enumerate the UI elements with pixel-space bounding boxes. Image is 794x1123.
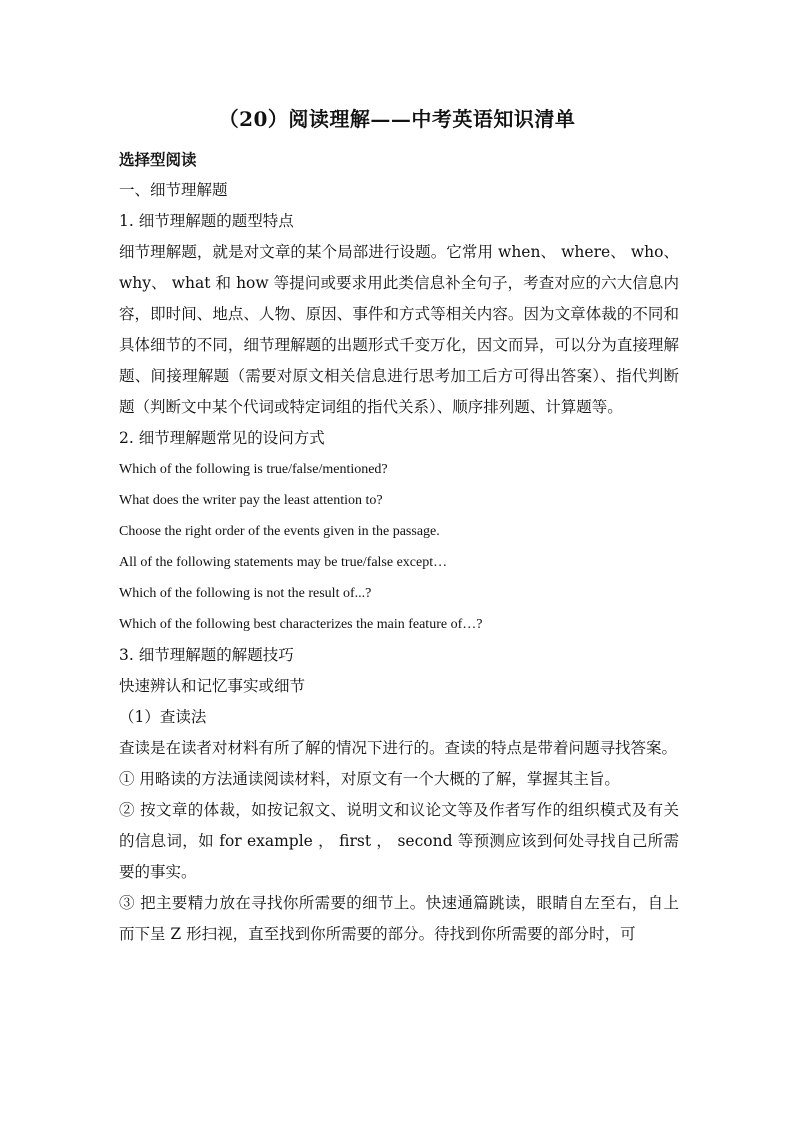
question-item: Which of the following best characterizes the main feature of…?	[119, 617, 483, 632]
question-item: All of the following statements may be true/false except…	[119, 555, 448, 570]
tip-line: 快速辨认和记忆事实或细节	[119, 677, 306, 695]
paragraph-1: 细节理解题，就是对文章的某个局部进行设题。它常用 when、 where、 who、why、 what 和 how 等提问或要求用此类信息补全句子，考查对应的六大信息内容，即时间、地点、人物、原因、事件和方式等相关内容。因为文章体裁的不同和具体细节的不同，细节理解题的出题形式千变万化，因文而异，可以分为直接理解题、间接理解题（需要对原文相关信息进行思考加工后方可得出答案）、指代判断题（判断文中某个代词或特定词组的指代关系）、顺序排列题、计算题等。	[119, 243, 679, 416]
subsection-heading-3: 3. 细节理解题的解题技巧	[119, 646, 294, 664]
question-item: Which of the following is true/false/mentioned?	[119, 462, 388, 477]
section-heading: 一、细节理解题	[119, 181, 228, 199]
heading-selection-reading: 选择型阅读	[119, 150, 197, 169]
step-3: ③ 把主要精力放在寻找你所需要的细节上。快速通篇跳读，眼睛自左至右，自上而下呈 Z 形扫视，直至找到你所需要的部分。待找到你所需要的部分时，可	[119, 894, 679, 943]
subsection-heading-1: 1. 细节理解题的题型特点	[119, 212, 294, 230]
page-title: （20）阅读理解——中考英语知识清单	[218, 107, 576, 131]
method-heading: （1）查读法	[119, 708, 207, 726]
question-item: Which of the following is not the result of...?	[119, 586, 372, 601]
question-item: Choose the right order of the events given in the passage.	[119, 524, 440, 539]
paragraph-2: 查读是在读者对材料有所了解的情况下进行的。查读的特点是带着问题寻找答案。	[119, 739, 678, 757]
document-body	[119, 144, 679, 950]
step-2: ② 按文章的体裁，如按记叙文、说明文和议论文等及作者写作的组织模式及有关的信息词，如 for example ， first ， second 等预测应该到何处寻找自己所需要的事实。	[119, 801, 679, 881]
step-1: ① 用略读的方法通读阅读材料，对原文有一个大概的了解，掌握其主旨。	[119, 770, 620, 788]
question-item: What does the writer pay the least attention to?	[119, 493, 383, 508]
subsection-heading-2: 2. 细节理解题常见的设问方式	[119, 429, 325, 447]
